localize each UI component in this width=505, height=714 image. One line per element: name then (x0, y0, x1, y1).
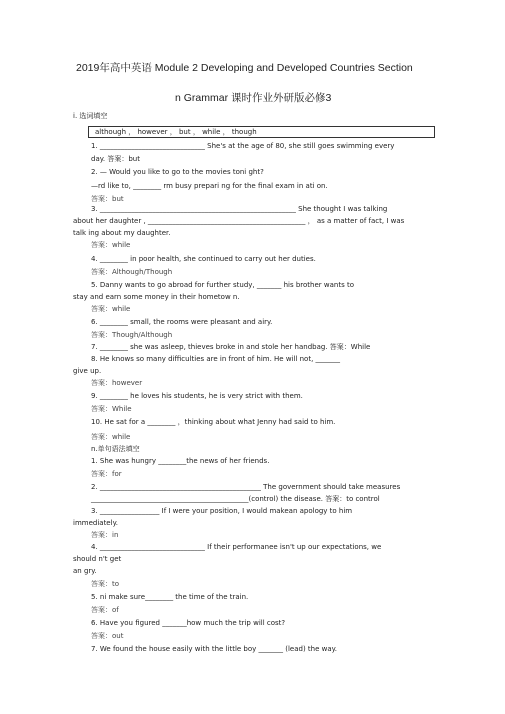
doc-line: 1. She was hungry ________the news of her friends. (91, 457, 270, 465)
section1-heading: i. 选词填空 (73, 112, 108, 120)
doc-line: 8. He knows so many difficulties are in front of him. He will not, _______ (91, 355, 341, 363)
doc-line: 2. — Would you like to go to the movies toni ght? (91, 168, 264, 176)
doc-line: _____________________________________________(control) the disease. 答案：to control (91, 495, 380, 503)
doc-line: 9. ________ he loves his students, he is very strict with them. (91, 392, 303, 400)
doc-line: 4. ______________________________ If their performanee isn't up our expectations, we (91, 543, 382, 551)
doc-title-line1: 2019年高中英语 Module 2 Developing and Developed Countries Section (76, 62, 413, 74)
doc-line: immediately. (73, 519, 118, 527)
doc-line: 3. _________________ If I were your position, I would makean apology to him (91, 507, 353, 515)
answer-line: 答案：but (91, 195, 124, 203)
answer-line: 答案：for (91, 470, 122, 478)
answer-line: 答案：Although/Though (91, 268, 173, 276)
answer-line: 答案：Though/Although (91, 331, 173, 339)
answer-line: 答案：while (91, 305, 131, 313)
doc-title-line2: n Grammar 课时作业外研版必修3 (175, 92, 332, 104)
doc-line: talk ing about my daughter. (73, 229, 171, 237)
doc-line: 7. We found the house easily with the little boy _______ (lead) the way. (91, 645, 338, 653)
doc-line: 5. ni make sure________ the time of the train. (91, 593, 249, 601)
answer-line: 答案：of (91, 606, 119, 614)
word-box-text: although ， however ， but ， while ， though (95, 128, 257, 136)
answer-line: 答案：in (91, 531, 119, 539)
answer-line: 答案：to (91, 580, 120, 588)
answer-line: 答案：out (91, 632, 124, 640)
doc-line: 1. ______________________________ She's at the age of 80, she still goes swimming every (91, 142, 395, 150)
doc-line: 10. He sat for a ________ ，thinking about what Jenny had said to him. (91, 418, 336, 426)
doc-line: —rd like to, ________ rm busy prepari ng for the final exam in ati on. (91, 182, 328, 190)
doc-line: 6. Have you figured _______how much the trip will cost? (91, 619, 286, 627)
doc-line: should n't get (73, 555, 122, 563)
answer-line: 答案：while (91, 241, 131, 249)
doc-line: 5. Danny wants to go abroad for further study, _______ his brother wants to (91, 281, 354, 289)
doc-line: 2. ______________________________________________ The government should take measures (91, 483, 401, 491)
answer-line: 答案：while (91, 433, 131, 441)
doc-line: 7. ________ she was asleep, thieves broke in and stole her handbag. 答案：While (91, 343, 371, 351)
doc-line: about her daughter , _____________________________________________ ， as a matter of fact, I was (73, 217, 405, 225)
doc-line: day. 答案：but (91, 155, 140, 163)
doc-line: stay and earn some money in their hometow n. (73, 293, 240, 301)
doc-line: 4. ________ in poor health, she continued to carry out her duties. (91, 255, 316, 263)
word-box (88, 126, 435, 138)
doc-line: give up. (73, 367, 102, 375)
doc-line: an gry. (73, 567, 97, 575)
answer-line: 答案：While (91, 405, 132, 413)
doc-line: 6. ________ small, the rooms were pleasant and airy. (91, 318, 273, 326)
doc-line: 3. ________________________________________________________ She thought I was talking (91, 205, 388, 213)
answer-line: 答案：however (91, 379, 143, 387)
section2-heading: n.单句语法填空 (91, 445, 140, 453)
